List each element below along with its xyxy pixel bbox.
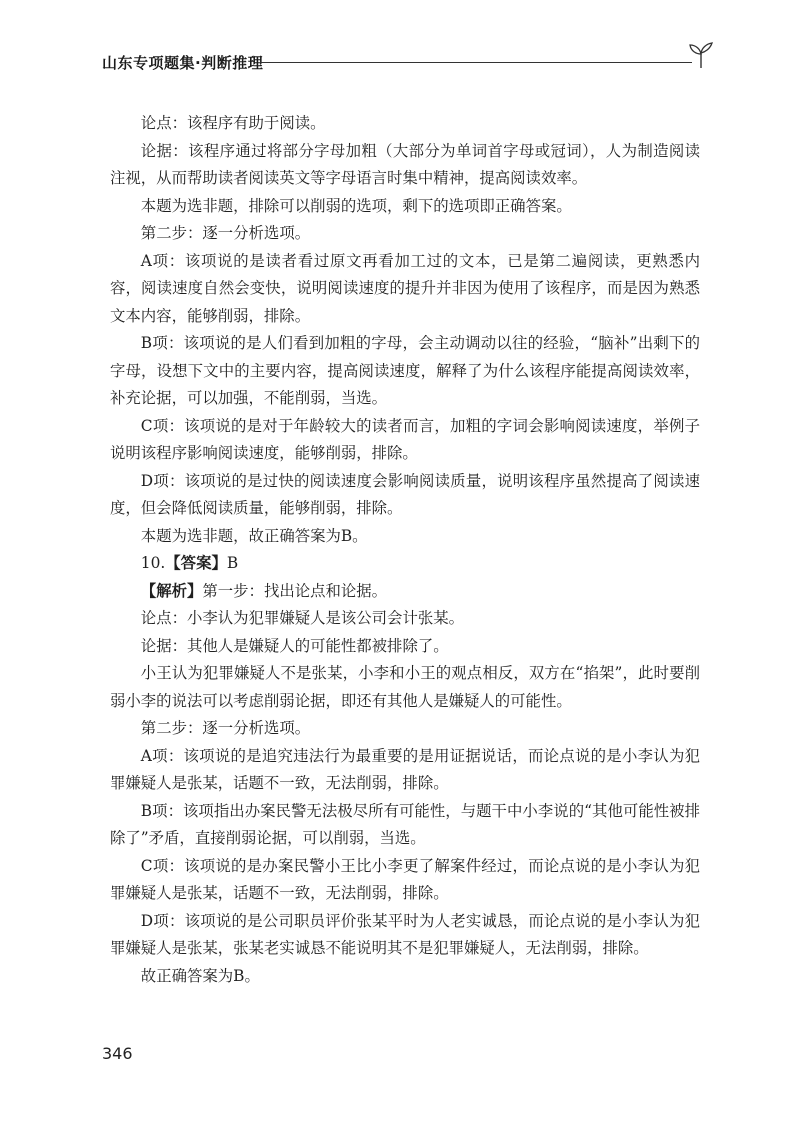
answer-line: [110, 550, 700, 578]
header-title: 山东专项题集·判断推理: [102, 54, 264, 72]
paragraph: B项：该项说的是人们看到加粗的字母，会主动调动以往的经验，“脑补”出剩下的字母，设想下文中的主要内容，提高阅读速度，解释了为什么该程序能提高阅读效率，补充论据，可以加强，不能削弱，当选。: [110, 334, 700, 407]
paragraph: C项：该项说的是对于年龄较大的读者而言，加粗的字词会影响阅读速度，举例子说明该程序影响阅读速度，能够削弱，排除。: [110, 416, 700, 462]
sprout-icon: [686, 40, 716, 70]
paragraph: B项：该项指出办案民警无法极尽所有可能性，与题干中小李说的“其他可能性被排除了”矛盾，直接削弱论据，可以削弱，当选。: [110, 801, 700, 847]
paragraph: A项：该项说的是追究违法行为最重要的是用证据说话，而论点说的是小李认为犯罪嫌疑人是张某，话题不一致，无法削弱，排除。: [110, 746, 700, 792]
paragraph: 本题为选非题，故正确答案为B。: [140, 526, 368, 545]
page-number: 346: [102, 1044, 133, 1063]
paragraph: C项：该项说的是办案民警小王比小李更了解案件经过，而论点说的是小李认为犯罪嫌疑人是张某，话题不一致，无法削弱，排除。: [110, 856, 700, 902]
paragraph: 论点：小李认为犯罪嫌疑人是该公司会计张某。: [140, 609, 465, 627]
analysis-first-step: 第一步：找出论点和论据。: [202, 581, 388, 600]
paragraph: A项：该项说的是读者看过原文再看加工过的文本，已是第二遍阅读，更熟悉内容，阅读速度自然会变快，说明阅读速度的提升并非因为使用了该程序，而是因为熟悉文本内容，能够削弱，排除。: [110, 251, 700, 325]
paragraph: 小王认为犯罪嫌疑人不是张某，小李和小王的观点相反，双方在“掐架”，此时要削弱小李的说法可以考虑削弱论据，即还有其他人是嫌疑人的可能性。: [110, 664, 700, 710]
paragraph: 故正确答案为B。: [140, 966, 260, 985]
paragraph: D项：该项说的是公司职员评价张某平时为人老实诚恳，而论点说的是小李认为犯罪嫌疑人是张某，张某老实诚恳不能说明其不是犯罪嫌疑人，无法削弱，排除。: [110, 911, 700, 957]
question-number: 10.: [140, 554, 166, 572]
analysis-line: [110, 578, 700, 606]
answer-label: 【答案】: [165, 554, 227, 572]
paragraph: 论点：该程序有助于阅读。: [140, 114, 326, 132]
header-rule: [260, 62, 692, 63]
paragraph: 论据：该程序通过将部分字母加粗（大部分为单词首字母或冠词），人为制造阅读注视，从而帮助读者阅读英文等字母语言时集中精神，提高阅读效率。: [110, 141, 700, 187]
paragraph: 本题为选非题，排除可以削弱的选项，剩下的选项即正确答案。: [140, 196, 572, 215]
paragraph: 第二步：逐一分析选项。: [140, 224, 311, 242]
page-body: [110, 110, 700, 990]
paragraph: D项：该项说的是过快的阅读速度会影响阅读质量，说明该程序虽然提高了阅读速度，但会降低阅读质量，能够削弱，排除。: [110, 471, 700, 517]
analysis-label: 【解析】: [140, 581, 203, 600]
running-header: [102, 40, 722, 76]
answer-value: B: [226, 554, 239, 572]
paragraph: 第二步：逐一分析选项。: [140, 719, 311, 737]
paragraph: 论据：其他人是嫌疑人的可能性都被排除了。: [140, 636, 449, 655]
